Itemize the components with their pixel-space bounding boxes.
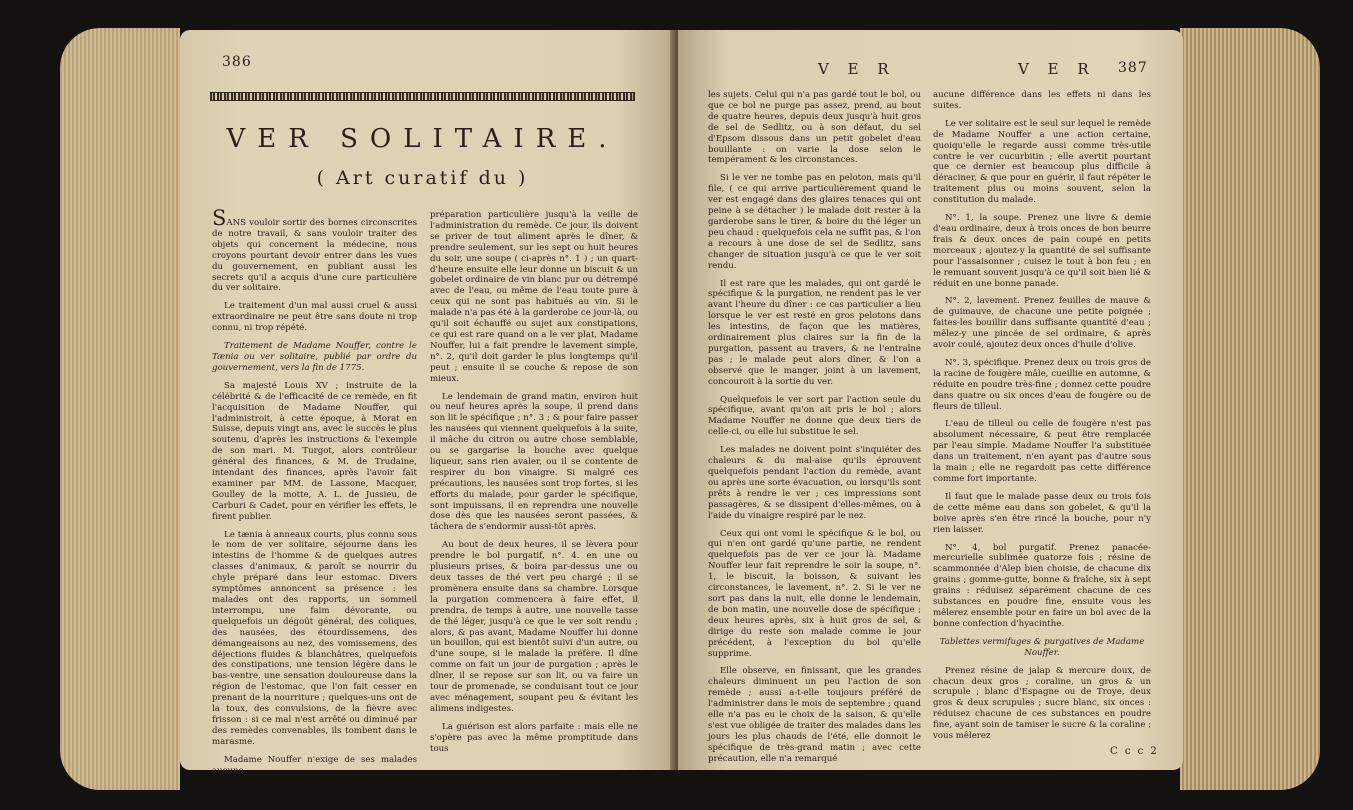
paragraph: préparation particulière jusqu'à la veille de l'administration du remède. Ce jour, ils doivent se priver de tout aliment après le dîner, & prendre seulement, sur les sept ou huit heures du soir, une soupe ( ci-après n°. 1 ) ; un quart-d'heure ensuite elle leur donne un biscuit & un gobelet ordinaire de vin blanc pur ou détrempé avec de l'eau, ou même de l'eau toute pure à ceux qui ne sont pas habitués au vin. Si le malade n'a pas été à la garderobe ce jour-là, ou qu'il soit échauffé ou sujet aux constipations, ce qui est rare quand on a le ver plat, Madame Nouffer, lui a fait prendre le lavement simple, n°. 2, qu'il doit garder le plus longtemps qu'il peut ; ensuite il se couche & repose de son mieux. (430, 210, 638, 384)
paragraph: Le lendemain de grand matin, environ huit ou neuf heures après la soupe, il prend dans son lit le spécifique ; n°. 3 ; & pour faire passer les nausées qui viennent quelquefois à la suite, il mâche du citron ou autre chose semblable, ou se gargarise la bouche avec quelque liqueur, sans rien avaler, ou il se contente de respirer du bon vinaigre. Si malgré ces précautions, les nausées sont trop fortes, si les efforts du malade, pour garder le spécifique, sont impuissans, il en reprendra une nouvelle dose dès que les nausées seront passées, & tâchera de s'endormir aussi-tôt après. (430, 391, 638, 533)
paragraph: Il est rare que les malades, qui ont gardé le spécifique & la purgation, ne rendent pas le ver avant l'heure du dîner : ce cas particulier a lieu lorsque le ver est resté en gros pelotons dans les intestins, de façon que les matières, ordinairement plus claires sur la fin de la purgation, passent au travers, & ne l'entraîne pas ; le malade peut alors dîner, & l'on a observé que le manger, joint à un lavement, concouroit à la sortie du ver. (708, 278, 921, 387)
article-subtitle: ( Art curatif du ) (316, 167, 529, 189)
header-ornament (210, 92, 635, 101)
recipe-bol-purgatif: N°. 4, bol purgatif. Prenez panacée-mercurielle sublimée quatorze fois ; résine de scammonnée d'Alep bien choisie, de chacune dix grains ; gomme-gutte, bonne & fraîche, six à sept grains : réduisez séparément chacune de ces substances en poudre fine, ensuite vous les mêlerez ensemble pour en faire un bol avec de la bonne confection d'hyacinthe. (933, 542, 1151, 629)
recipe-specifique: N°. 3, spécifique. Prenez deux ou trois gros de la racine de fougère mâle, cueillie en automne, & réduite en poudre très-fine ; donnez cette poudre dans quatre ou six onces d'eau de fougère ou de fleurs de tilleul. (933, 357, 1151, 412)
right-column-2 (933, 90, 1151, 749)
page-number-left: 386 (222, 54, 252, 70)
paragraph: L'eau de tilleul ou celle de fougère n'est pas absolument nécessaire, & peut être remplacée par l'eau simple. Madame Nouffer l'a substituée dans un traitement, n'en ayant pas d'autre sous la main ; elle ne regardoit pas cette différence comme fort importante. (933, 419, 1151, 484)
paragraph: Quelquefois le ver sort par l'action seule du spécifique, avant qu'on ait pris le bol ; alors Madame Nouffer ne donne que deux tiers de celle-ci, ou elle lui substitue le sel. (708, 394, 921, 438)
paragraph: Les malades ne doivent point s'inquiéter des chaleurs & du mal-aise qu'ils éprouvent quelquefois pendant l'action du remède, avant ou après une sorte évacuation, ou lorsqu'ils sont prêts à rendre le ver ; ces impressions sont passagères, & se dissipent d'elles-mêmes, ou à l'aide du vinaigre respiré par le nez. (708, 445, 921, 521)
paragraph: Si le ver ne tombe pas en peloton, mais qu'il file, ( ce qui arrive particulièrement quand le ver est engagé dans des glaires tenaces qui ont peine à se détacher ) le malade doit rester à la garderobe sans le tirer, & boire du thé léger un peu chaud : quelquefois cela ne suffit pas, & l'on a recours à une dose de sel de Sedlitz, sans changer de situation jusqu'à ce que le ver soit rendu. (708, 173, 921, 271)
paragraph: aucune différence dans les effets ni dans les suites. (933, 90, 1151, 111)
paragraph: Elle observe, en finissant, que les grandes chaleurs diminuent un peu l'action de son remède ; aussi a-t-elle toujours préféré de l'administrer dans le mois de septembre ; quand elle n'a pas eu le choix de la saison, & qu'elle s'est vue obligée de traiter des malades dans les jours les plus chauds de l'été, elle donnoit le spécifique de très-grand matin ; avec cette précaution, elle n'a remarqué (708, 666, 921, 764)
drop-cap: S (212, 206, 227, 230)
right-column-1 (708, 90, 921, 772)
paragraph: Le ver solitaire est le seul sur lequel le remède de Madame Nouffer a une action certaine, quoiqu'elle le regarde aussi comme très-utile contre le ver cucurbitin ; elle avertit pourtant que ce dernier est beaucoup plus difficile à déraciner, & que pour en guérir, il faut répéter le traitement plus ou moins souvent, selon la constitution du malade. (933, 118, 1151, 206)
paragraph: Sa majesté Louis XV ; instruite de la célébrité & de l'efficacité de ce remède, en fit l'acquisition de Madame Nouffer, qui l'administroit, à cette époque, à Morat en Suisse, depuis vingt ans, avec le succès le plus soutenu, d'après les instructions & l'exemple de son mari. M. Turgot, alors contrôleur général des finances, & M. de Trudaine, intendant des finances, après l'avoir fait examiner par MM. de Lassone, Macquer, Goulley de la motte, A. L. de Jussieu, de Carburi & Cadet, pour en vérifier les effets, le firent publier. (212, 380, 417, 522)
article-title: VER SOLITAIRE. (226, 124, 619, 154)
paragraph: ANS vouloir sortir des bornes circonscrites de notre travail, & sans vouloir traiter des objets qui concernent la médecine, nous croyons pourtant devoir entrer dans les vues du gouvernement, en publiant aussi les secrets qu'il a acquis d'une cure particulière du ver solitaire. (212, 218, 417, 294)
paragraph: les sujets. Celui qui n'a pas gardé tout le bol, ou que ce bol ne purge pas assez, prend, au bout de quatre heures, depuis deux jusqu'à huit gros de sel de Sedlitz, ou à son défaut, du sel d'Epsom dissous dans un petit gobelet d'eau bouillante : on varie la dose selon le tempérament & les circonstances. (708, 90, 921, 166)
signature-mark: C c c 2 (1110, 746, 1159, 757)
left-column-2 (430, 210, 638, 762)
running-head-left: V E R (818, 60, 896, 78)
paragraph: Ceux qui ont vomi le spécifique & le bol, ou qui n'en ont gardé qu'une partie, ne rendent quelquefois pas de ver ce jour là. Madame Nouffer leur fait reprendre le soir la soupe, n°. 1, le biscuit, la boisson, & suivant les circonstances, le lavement, n°. 2. Si le ver ne sort pas dans la nuit, elle donne le lendemain, de bon matin, une nouvelle dose de spécifique ; deux heures après, six à huit gros de sel, & dirige du reste son malade comme le jour précédent, à l'exception du bol qu'elle supprime. (708, 528, 921, 659)
paragraph: Au bout de deux heures, il se lèvera pour prendre le bol purgatif, n°. 4. en une ou plusieurs prises, & boira par-dessus une ou deux tasses de thé vert peu chargé ; il se promènera ensuite dans sa chambre. Lorsque la purgation commencera à faire effet, il prendra, de temps à autre, une nouvelle tasse de thé léger, jusqu'à ce que le ver soit rendu ; alors, & pas avant, Madame Nouffer lui donne un bouillon, qui est bientôt suivi d'un autre, ou d'une soupe, si le malade la préfère. Il dîne comme on fait un jour de purgation ; après le dîner, il se repose sur son lit, ou va faire un tour de promenade, se conduisant tout ce jour avec ménagement, soupant peu & évitant les alimens indigestes. (430, 540, 638, 714)
left-page (180, 30, 675, 776)
right-page (678, 30, 1183, 770)
right-page-edges (1180, 28, 1320, 790)
treatment-heading: Traitement de Madame Nouffer, contre le Tænia ou ver solitaire, publié par ordre du gouvernement, vers la fin de 1775. (212, 341, 417, 373)
recipe-lavement: N°. 2, lavement. Prenez feuilles de mauve & de guimauve, de chacune une petite poignée ; faites-les bouillir dans suffisante quantité d'eau ; mêlez-y une pincée de sel ordinaire, & après avoir coulé, ajoutez deux onces d'huile d'olive. (933, 296, 1151, 351)
tablettes-heading: Tablettes vermifuges & purgatives de Madame Nouffer. (939, 636, 1145, 658)
recipe-soupe: N°. 1, la soupe. Prenez une livre & demie d'eau ordinaire, deux à trois onces de bon beurre frais & deux onces de pain coupé en petits morceaux ; ajoutez-y la quantité de sel suffisante pour l'assaisonner ; cuisez le tout à bon feu ; en le remuant souvent jusqu'à ce qu'il soit bien lié & réduit en une bonne panade. (933, 213, 1151, 289)
page-number-right: 387 (1118, 60, 1148, 76)
left-page-edges (60, 28, 180, 790)
running-head-right: V E R (1018, 60, 1096, 78)
paragraph: Le traitement d'un mal aussi cruel & aussi extraordinaire ne peut être sans doute ni trop connu, ni trop répété. (212, 301, 417, 334)
paragraph: Le tænia à anneaux courts, plus connu sous le nom de ver solitaire, séjourne dans les intestins de l'homme & de quelques autres classes d'animaux, & paroît se nourrir du chyle préparé dans leur estomac. Divers symptômes annoncent sa présence : les malades ont des rapports, un sommeil interrompu, une faim dévorante, ou quelquefois un dégoût général, des coliques, des nausées, des étourdissemens, des démangeaisons au nez, des vomissemens, des déjections fluides & blanchâtres, quelquefois des constipations, une tension légère dans le bas-ventre, une sensation douloureuse dans la région de l'estomac, que l'on fait cesser en prenant de la nourriture ; quelques-uns ont de la toux, des convulsions, de la fièvre avec frisson : si ce mal n'est arrêté ou diminué par des remèdes convenables, ils tombent dans le marasme. (212, 529, 417, 747)
left-column-1 (212, 206, 417, 784)
paragraph: Madame Nouffer n'exige de ses malades aucune (212, 754, 417, 776)
paragraph: La guérison est alors parfaite : mais elle ne s'opère pas avec la même promptitude dans tous (430, 721, 638, 754)
paragraph: Il faut que le malade passe deux ou trois fois de cette même eau dans son gobelet, & qu'il la boive après s'en être rincé la bouche, pour n'y rien laisser. (933, 491, 1151, 535)
paragraph: Prenez résine de jalap & mercure doux, de chacun deux gros ; coraline, un gros & un scrupule ; blanc d'Espagne ou de Troye, deux gros & deux scrupules ; sucre blanc, six onces : réduisez chacune de ces substances en poudre fine, ayant soin de tamiser le sucre & la coraline ; vous mêlerez (933, 665, 1151, 742)
